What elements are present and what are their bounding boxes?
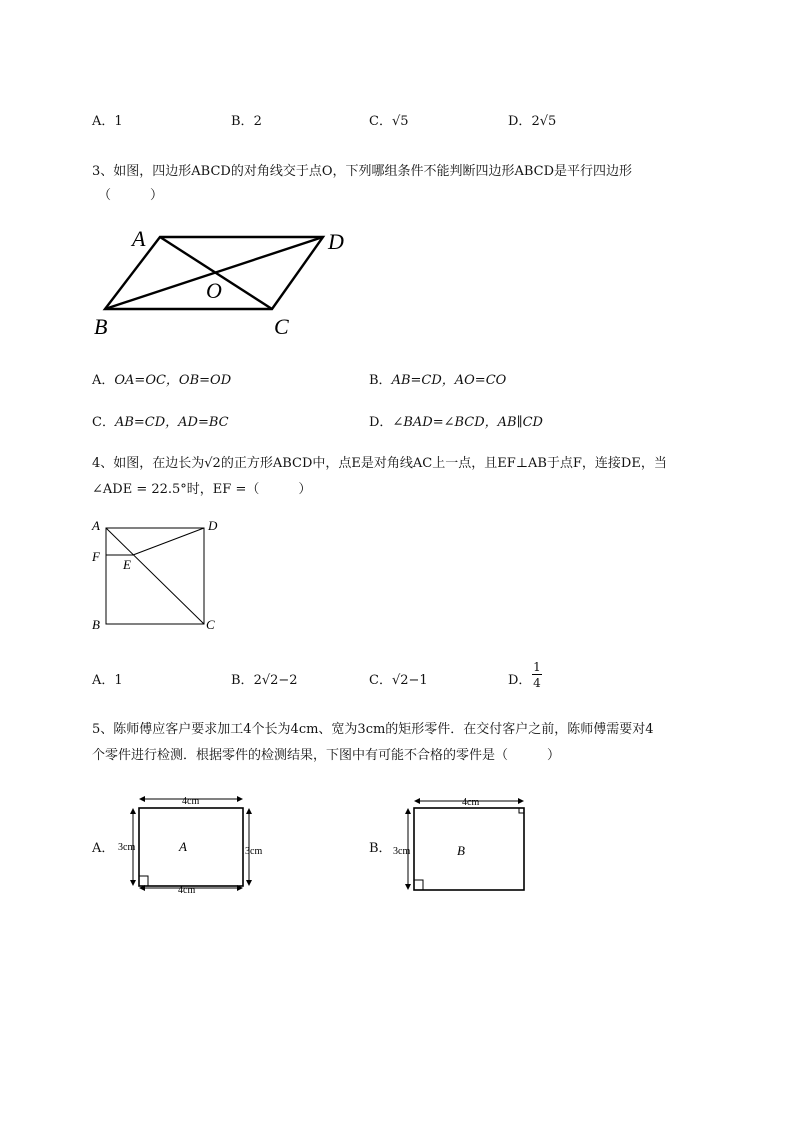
q2-option-a bbox=[92, 110, 123, 129]
q2-option-d-label: D． bbox=[508, 114, 532, 129]
q3-label-o: O bbox=[206, 278, 222, 303]
q2-option-d-value: 2√5 bbox=[531, 114, 557, 129]
q4-option-b bbox=[231, 669, 298, 688]
q5-a-top-label: 4cm bbox=[182, 796, 200, 807]
q5-option-a-label: A． bbox=[92, 841, 115, 856]
q3-label-b: B bbox=[94, 314, 108, 339]
q3-option-d-label: D． bbox=[369, 415, 393, 430]
q4-option-a-label: A． bbox=[92, 673, 115, 688]
q5-rect-a bbox=[139, 808, 243, 886]
q4-label-c: C bbox=[206, 617, 215, 632]
q3-option-c-value: AB=CD，AD=BC bbox=[114, 415, 229, 430]
q3-option-b-label: B． bbox=[369, 373, 392, 388]
q4-label-a: A bbox=[92, 518, 100, 533]
q2-option-d bbox=[508, 110, 556, 129]
q4-option-c-value: √2−1 bbox=[391, 673, 428, 688]
q2-option-b-label: B． bbox=[231, 114, 254, 129]
q2-option-b bbox=[231, 110, 262, 129]
q4-option-c bbox=[369, 669, 428, 688]
q5-stem-line1: 5、陈师傅应客户要求加工4个长为4cm、宽为3cm的矩形零件．在交付客户之前，陈师傅需要对4 bbox=[92, 722, 654, 737]
q5-figure-b bbox=[390, 790, 535, 900]
q4-option-b-label: B． bbox=[231, 673, 254, 688]
q5-option-b-label: B． bbox=[369, 841, 392, 856]
q3-option-c bbox=[92, 411, 229, 430]
q5-rect-b bbox=[414, 808, 524, 890]
q2-option-a-label: A． bbox=[92, 114, 115, 129]
q4-option-a-value: 1 bbox=[114, 673, 123, 688]
q3-answer-blank: （ ） bbox=[98, 188, 164, 203]
q3-label-c: C bbox=[274, 314, 289, 339]
q4-label-e: E bbox=[123, 557, 131, 572]
q4-option-b-value: 2√2−2 bbox=[253, 673, 298, 688]
q2-option-a-value: 1 bbox=[114, 114, 123, 129]
q3-option-a-label: A． bbox=[92, 373, 115, 388]
q4-option-a bbox=[92, 669, 123, 688]
q3-option-c-label: C． bbox=[92, 415, 115, 430]
q3-option-d-value: ∠BAD=∠BCD，AB∥CD bbox=[392, 415, 543, 430]
q4-label-d: D bbox=[208, 518, 218, 533]
q3-label-a: A bbox=[132, 226, 146, 251]
q4-diagonal-ac bbox=[106, 528, 204, 624]
q5-a-name: A bbox=[179, 839, 187, 854]
q3-parallelogram-figure bbox=[90, 222, 370, 340]
q4-square-figure bbox=[88, 514, 228, 636]
q5-stem-line2: 个零件进行检测．根据零件的检测结果，下图中有可能不合格的零件是（ ） bbox=[92, 748, 561, 763]
q2-option-c bbox=[369, 110, 409, 129]
q4-option-d-denominator: 4 bbox=[533, 676, 541, 690]
q3-option-b-value: AB=CD，AO=CO bbox=[391, 373, 507, 388]
q4-option-d-label: D． bbox=[508, 673, 532, 688]
q4-stem-line2: ∠ADE = 22.5°时，EF =（ ） bbox=[92, 482, 312, 497]
q5-a-right-label: 3cm bbox=[245, 846, 263, 857]
q3-option-b bbox=[369, 369, 506, 388]
q4-label-f: F bbox=[92, 549, 100, 564]
q3-option-a bbox=[92, 369, 231, 388]
q3-label-d: D bbox=[328, 229, 344, 254]
q5-figure-a bbox=[112, 790, 272, 900]
q5-rect-b-right-angle-mark-bottom-left bbox=[414, 880, 423, 890]
q3-option-a-value: OA=OC，OB=OD bbox=[114, 373, 232, 388]
q5-b-name: B bbox=[457, 843, 465, 858]
q2-option-c-value: √5 bbox=[391, 114, 409, 129]
q5-a-bottom-label: 4cm bbox=[178, 885, 196, 896]
q4-option-c-label: C． bbox=[369, 673, 392, 688]
q2-option-c-label: C． bbox=[369, 114, 392, 129]
q3-option-d bbox=[369, 411, 543, 430]
q4-label-b: B bbox=[92, 617, 100, 632]
q5-rect-a-right-angle-mark bbox=[139, 876, 148, 886]
q4-stem-line1: 4、如图，在边长为√2的正方形ABCD中，点E是对角线AC上一点，且EF⊥AB于点F，连接DE，当 bbox=[92, 456, 667, 471]
q5-b-top-label: 4cm bbox=[462, 797, 480, 808]
q5-a-left-label: 3cm bbox=[118, 842, 136, 853]
q2-option-b-value: 2 bbox=[253, 114, 262, 129]
q3-stem: 3、如图，四边形ABCD的对角线交于点O，下列哪组条件不能判断四边形ABCD是平行四边形 bbox=[92, 164, 633, 179]
q4-segment-de bbox=[133, 528, 204, 555]
q4-option-d-numerator: 1 bbox=[533, 660, 541, 674]
q5-b-left-label: 3cm bbox=[393, 846, 411, 857]
